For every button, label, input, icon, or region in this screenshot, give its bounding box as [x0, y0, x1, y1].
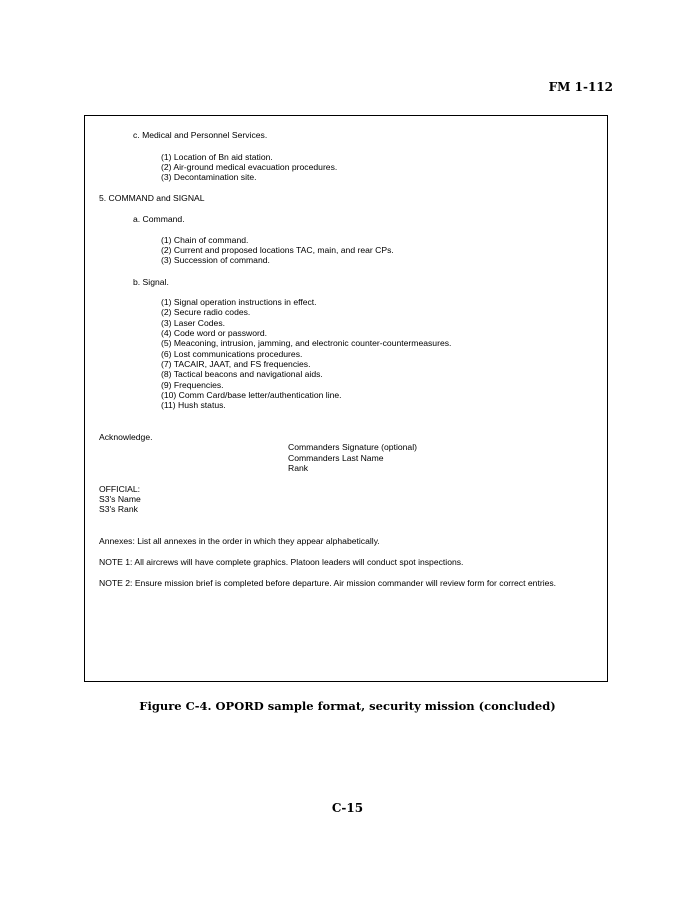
list-item: (3) Succession of command. [161, 255, 270, 265]
list-item: (6) Lost communications procedures. [161, 349, 303, 359]
subparagraph-b-heading: b. Signal. [133, 277, 169, 287]
list-item: (5) Meaconing, intrusion, jamming, and electronic counter-countermeasures. [161, 338, 452, 348]
list-item: (1) Location of Bn aid station. [161, 152, 273, 162]
note-2: NOTE 2: Ensure mission brief is completed before departure. Air mission commander will review form for correct entries. [99, 578, 557, 588]
annexes-line: Annexes: List all annexes in the order in which they appear alphabetically. [99, 536, 380, 546]
acknowledge-line: Acknowledge. [99, 432, 153, 442]
list-item: (2) Air-ground medical evacuation procedures. [161, 162, 338, 172]
list-item: (2) Current and proposed locations TAC, main, and rear CPs. [161, 245, 394, 255]
signature-line: Commanders Last Name [288, 453, 384, 463]
section-5-heading: 5. COMMAND and SIGNAL [99, 193, 205, 203]
manual-number: FM 1-112 [548, 80, 613, 94]
page-number: C-15 [331, 801, 364, 815]
signature-line: Rank [288, 463, 309, 473]
signature-line: Commanders Signature (optional) [288, 442, 417, 452]
subparagraph-a-heading: a. Command. [133, 214, 185, 224]
list-item: (10) Comm Card/base letter/authentication line. [161, 390, 342, 400]
list-item: (1) Signal operation instructions in effect. [161, 297, 317, 307]
figure-caption: Figure C-4. OPORD sample format, security mission (concluded) [139, 699, 556, 713]
official-line: OFFICIAL: [99, 484, 141, 494]
note-1: NOTE 1: All aircrews will have complete graphics. Platoon leaders will conduct spot inspections. [99, 557, 464, 567]
list-item: (4) Code word or password. [161, 328, 268, 338]
official-line: S3's Name [99, 494, 141, 504]
list-item: (7) TACAIR, JAAT, and FS frequencies. [161, 359, 311, 369]
list-item: (1) Chain of command. [161, 235, 249, 245]
opord-box [84, 115, 608, 682]
list-item: (9) Frequencies. [161, 380, 224, 390]
list-item: (11) Hush status. [161, 400, 226, 410]
list-item: (8) Tactical beacons and navigational aids. [161, 369, 323, 379]
list-item: (3) Laser Codes. [161, 318, 226, 328]
list-item: (2) Secure radio codes. [161, 307, 251, 317]
subparagraph-c-heading: c. Medical and Personnel Services. [133, 130, 268, 140]
list-item: (3) Decontamination site. [161, 172, 257, 182]
official-line: S3's Rank [99, 504, 138, 514]
